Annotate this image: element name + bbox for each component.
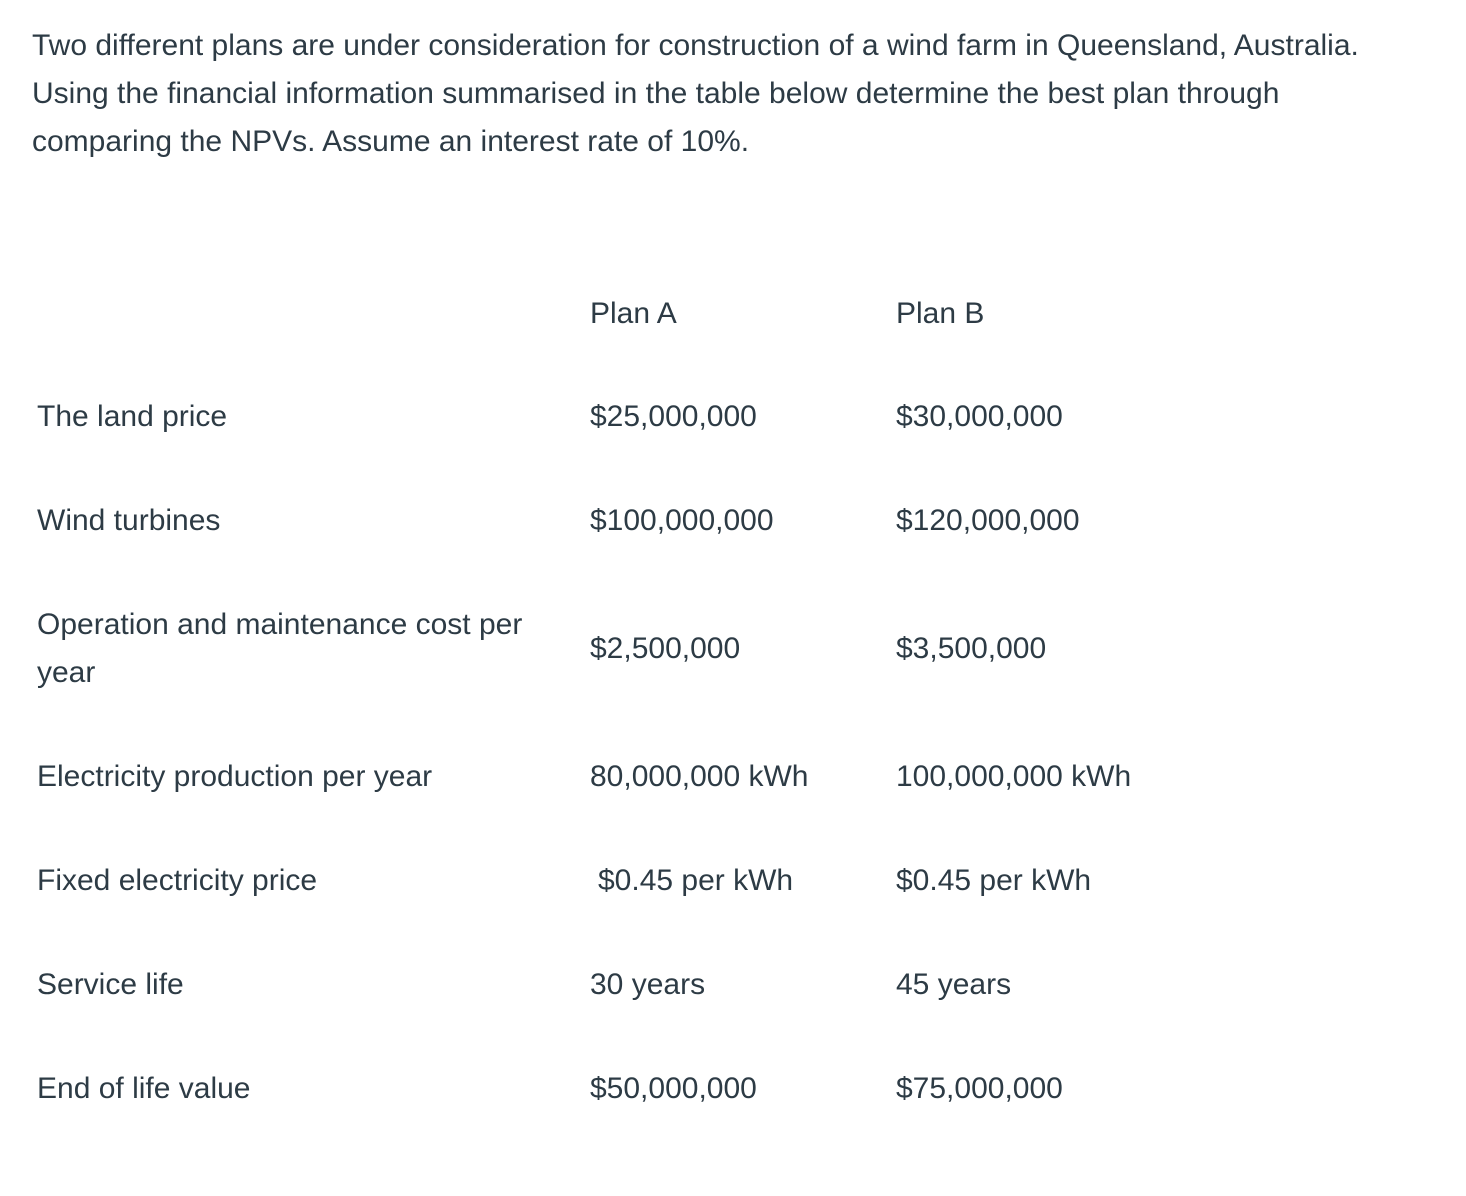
cell-plan-b-electricity-production: 100,000,000 kWh: [896, 760, 1132, 793]
question-line-2: Using the financial information summarised in the table below determine the best plan through: [32, 77, 1280, 110]
question-line-1: Two different plans are under consideration for construction of a wind farm in Queensland, Australia.: [32, 29, 1359, 62]
cell-plan-a-wind-turbines: $100,000,000: [590, 504, 774, 537]
cell-plan-a-electricity-production: 80,000,000 kWh: [590, 760, 809, 793]
cell-plan-b-end-of-life-value: $75,000,000: [896, 1072, 1063, 1105]
question-line-3: comparing the NPVs. Assume an interest rate of 10%.: [32, 125, 750, 158]
header-plan-b: Plan B: [896, 297, 985, 330]
question-text: [32, 22, 1452, 166]
cell-plan-a-om-cost: $2,500,000: [590, 632, 741, 665]
row-label-wind-turbines: Wind turbines: [37, 504, 221, 537]
cell-plan-a-service-life: 30 years: [590, 968, 706, 1001]
row-label-om-cost-line-1: Operation and maintenance cost per: [37, 608, 523, 641]
cell-plan-a-electricity-price: $0.45 per kWh: [598, 864, 794, 897]
cell-plan-b-om-cost: $3,500,000: [896, 632, 1047, 665]
cell-plan-b-electricity-price: $0.45 per kWh: [896, 864, 1092, 897]
row-label-om-cost-line-2: year: [37, 656, 96, 689]
cell-plan-b-wind-turbines: $120,000,000: [896, 504, 1080, 537]
header-plan-a: Plan A: [590, 297, 677, 330]
cell-plan-a-end-of-life-value: $50,000,000: [590, 1072, 757, 1105]
cell-plan-a-land-price: $25,000,000: [590, 400, 757, 433]
cell-plan-b-service-life: 45 years: [896, 968, 1012, 1001]
row-label-electricity-price: Fixed electricity price: [37, 864, 318, 897]
row-label-om-cost: [37, 601, 557, 697]
row-label-service-life: Service life: [37, 968, 184, 1001]
row-label-land-price: The land price: [37, 400, 228, 433]
row-label-end-of-life-value: End of life value: [37, 1072, 251, 1105]
cell-plan-b-land-price: $30,000,000: [896, 400, 1063, 433]
row-label-electricity-production: Electricity production per year: [37, 760, 433, 793]
